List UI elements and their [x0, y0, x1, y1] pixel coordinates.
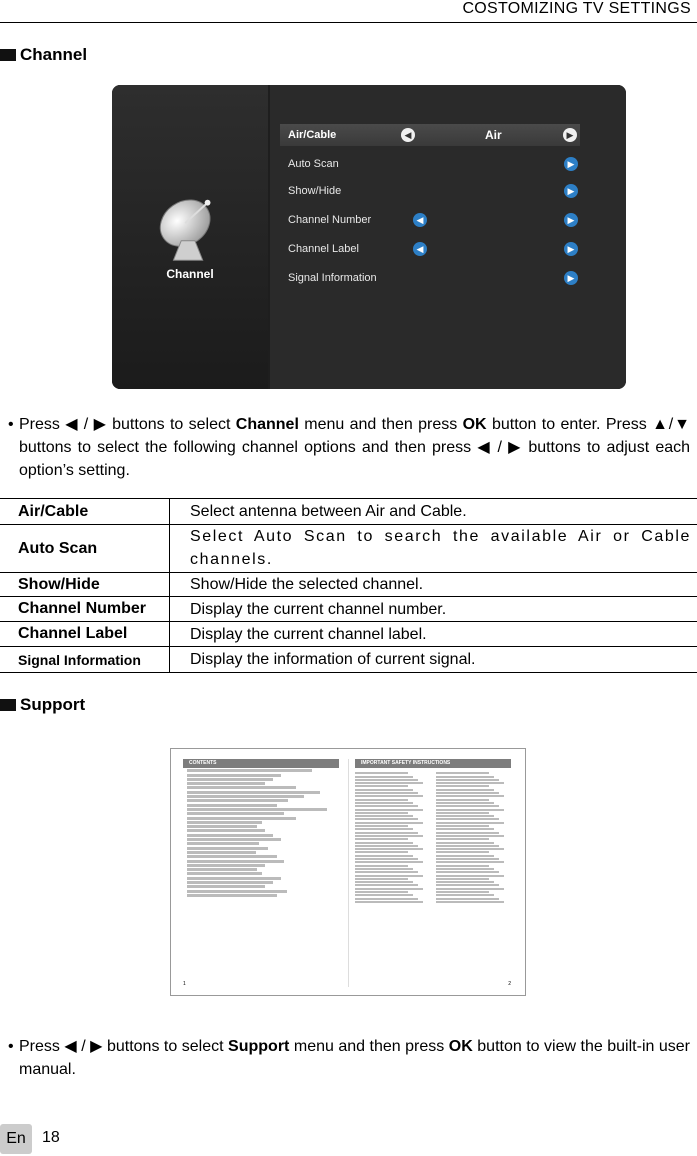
tv-menu-item-auto-scan[interactable]: [288, 153, 578, 175]
manual-text-line: [436, 776, 494, 778]
option-name: Auto Scan: [0, 525, 170, 572]
manual-text-line: [355, 815, 413, 817]
manual-text-line: [436, 799, 489, 801]
manual-text-line: [355, 818, 418, 820]
manual-text-line: [355, 802, 413, 804]
manual-text-line: [436, 832, 499, 834]
manual-text-line: [355, 795, 423, 797]
left-right-arrows-icon: ◀ / ▶: [477, 439, 523, 456]
bullet-icon: •: [8, 416, 14, 433]
manual-text-line: [436, 842, 494, 844]
manual-text-line: [355, 832, 418, 834]
manual-text-line: [355, 881, 413, 883]
manual-text-columns: [355, 771, 511, 903]
right-arrow-icon[interactable]: ▶: [564, 271, 578, 285]
manual-text-line: [436, 792, 499, 794]
right-arrow-icon[interactable]: ▶: [564, 184, 578, 198]
manual-left-header: CONTENTS: [183, 759, 339, 768]
up-down-arrows-icon: ▲/▼: [652, 416, 690, 433]
bullet-icon: •: [8, 1038, 14, 1055]
manual-text-line: [355, 884, 418, 886]
manual-text-line: [436, 871, 499, 873]
manual-text-line: [436, 825, 489, 827]
manual-text-line: [187, 855, 277, 858]
manual-text-line: [436, 845, 499, 847]
manual-text-line: [436, 884, 499, 886]
tv-menu-item-signal-information[interactable]: [288, 267, 578, 289]
manual-text-line: [187, 834, 273, 837]
manual-text-line: [187, 860, 284, 863]
manual-text-line: [436, 898, 499, 900]
manual-text-line: [187, 838, 281, 841]
manual-left-page: [183, 759, 339, 987]
manual-text-column: [436, 771, 511, 903]
manual-right-page: [355, 759, 511, 987]
tv-menu-item-label: Show/Hide: [288, 185, 342, 197]
manual-text-line: [436, 861, 504, 863]
right-arrow-icon[interactable]: ▶: [564, 157, 578, 171]
manual-text-line: [355, 772, 408, 774]
manual-text-line: [187, 799, 288, 802]
section-marker-icon: [0, 699, 16, 711]
left-right-arrows-icon: ◀ / ▶: [64, 1038, 103, 1055]
manual-text-line: [355, 842, 413, 844]
manual-text-line: [436, 888, 504, 890]
manual-text-line: [187, 778, 273, 781]
manual-text-line: [436, 815, 494, 817]
option-name: Show/Hide: [0, 573, 170, 596]
manual-text-line: [355, 792, 418, 794]
manual-text-line: [436, 795, 504, 797]
manual-text-line: [355, 868, 413, 870]
manual-text-line: [436, 785, 489, 787]
manual-text-line: [355, 865, 408, 867]
manual-text-line: [355, 861, 423, 863]
manual-text-line: [436, 779, 499, 781]
manual-text-line: [187, 829, 265, 832]
manual-text-line: [436, 901, 504, 903]
manual-text-line: [355, 835, 423, 837]
manual-left-page-number: 1: [183, 981, 186, 987]
manual-fold: [348, 759, 349, 987]
manual-text-line: [436, 858, 499, 860]
language-tab: En: [0, 1124, 32, 1154]
satellite-dish-icon: [152, 190, 230, 268]
manual-text-line: [436, 878, 489, 880]
manual-text-line: [436, 881, 494, 883]
channel-options-table: [0, 498, 697, 673]
manual-text-line: [355, 825, 408, 827]
tv-menu-item-label: Auto Scan: [288, 158, 339, 170]
channel-section-heading: [0, 45, 87, 65]
support-instruction: Press ◀ / ▶ buttons to select Support menu and then press OK button to view the built-in user manual.: [19, 1038, 691, 1078]
manual-text-line: [355, 888, 423, 890]
tv-menu-item-air-cable[interactable]: [280, 124, 580, 146]
manual-text-line: [187, 842, 259, 845]
manual-text-line: [436, 812, 489, 814]
manual-text-line: [187, 808, 327, 811]
channel-instruction: Press ◀ / ▶ buttons to select Channel menu and then press OK button to enter. Press ▲/▼ buttons to select the following channel options and then press ◀ / ▶ buttons to adjust each option’s setting.: [19, 416, 691, 479]
option-description: Select antenna between Air and Cable.: [190, 503, 467, 520]
option-name: Channel Label: [0, 622, 170, 646]
page-number: 18: [42, 1129, 60, 1146]
manual-text-line: [187, 791, 320, 794]
manual-text-line: [187, 795, 304, 798]
table-row: [0, 573, 697, 597]
manual-text-line: [355, 878, 408, 880]
manual-text-column: [355, 771, 430, 903]
manual-text-line: [355, 845, 418, 847]
manual-text-line: [187, 877, 281, 880]
tv-menu-item-label: Channel Number: [288, 214, 372, 226]
manual-text-line: [355, 851, 408, 853]
tv-menu-item-label: Signal Information: [288, 272, 377, 284]
right-arrow-icon[interactable]: ▶: [563, 128, 577, 142]
left-arrow-icon[interactable]: ◀: [413, 213, 427, 227]
manual-text-line: [187, 821, 262, 824]
manual-text-line: [187, 894, 277, 897]
manual-text-line: [355, 898, 418, 900]
tv-menu-item-label: Channel Label: [288, 243, 359, 255]
manual-text-line: [436, 848, 504, 850]
table-row: [0, 622, 697, 647]
manual-text-line: [436, 835, 504, 837]
tv-menu-category-label: Channel: [166, 267, 214, 281]
option-description: Display the current channel number.: [190, 601, 447, 618]
manual-text-line: [355, 812, 408, 814]
manual-text-line: [355, 779, 418, 781]
left-arrow-icon[interactable]: ◀: [401, 128, 415, 142]
option-description: Display the information of current signal.: [190, 651, 476, 668]
manual-text-line: [187, 890, 287, 893]
manual-text-line: [187, 825, 257, 828]
option-description: Show/Hide the selected channel.: [190, 576, 424, 593]
manual-text-line: [436, 875, 504, 877]
manual-text-line: [187, 868, 257, 871]
manual-text-line: [187, 786, 296, 789]
tv-menu-item-value: Air: [485, 128, 502, 142]
manual-text-line: [355, 838, 408, 840]
option-name: Signal Information: [0, 647, 170, 672]
manual-text-line: [436, 855, 494, 857]
manual-right-page-number: 2: [508, 981, 511, 987]
manual-text-line: [355, 828, 413, 830]
manual-text-line: [187, 851, 256, 854]
manual-text-line: [187, 812, 284, 815]
option-description: Display the current channel label.: [190, 626, 427, 643]
manual-text-line: [355, 901, 423, 903]
header-divider: [0, 22, 697, 23]
manual-text-line: [436, 789, 494, 791]
manual-text-line: [187, 804, 277, 807]
manual-text-line: [187, 847, 268, 850]
manual-text-line: [187, 885, 265, 888]
manual-text-line: [436, 802, 494, 804]
user-manual-screenshot: [170, 748, 526, 996]
manual-text-line: [355, 875, 423, 877]
table-row: [0, 597, 697, 622]
tv-channel-menu-screenshot: [112, 85, 626, 389]
manual-text-line: [355, 785, 408, 787]
manual-text-line: [436, 828, 494, 830]
manual-text-line: [355, 891, 408, 893]
manual-text-line: [355, 894, 413, 896]
manual-text-line: [355, 776, 413, 778]
manual-text-line: [355, 871, 418, 873]
table-row: [0, 647, 697, 672]
manual-text-line: [436, 891, 489, 893]
support-section-heading: [0, 695, 85, 715]
left-right-arrows-icon: ◀ / ▶: [65, 416, 107, 433]
support-heading-text: Support: [20, 695, 86, 714]
option-description: Select Auto Scan to search the available Air or Cable channels.: [190, 528, 691, 568]
manual-text-line: [187, 769, 312, 772]
tv-menu-item-channel-number[interactable]: [288, 209, 578, 231]
manual-text-line: [436, 865, 489, 867]
manual-text-line: [436, 851, 489, 853]
tv-menu-item-channel-label[interactable]: [288, 238, 578, 260]
option-name: Air/Cable: [0, 499, 170, 524]
manual-text-line: [436, 818, 499, 820]
right-arrow-icon[interactable]: ▶: [564, 242, 578, 256]
option-name: Channel Number: [0, 597, 170, 621]
manual-text-line: [187, 817, 296, 820]
manual-text-line: [436, 838, 489, 840]
channel-heading-text: Channel: [20, 45, 88, 64]
manual-text-line: [187, 864, 265, 867]
manual-text-line: [436, 772, 489, 774]
manual-text-line: [355, 799, 408, 801]
manual-text-line: [187, 774, 281, 777]
manual-text-line: [355, 855, 413, 857]
tv-menu-item-label: Air/Cable: [288, 129, 337, 141]
manual-text-line: [436, 822, 504, 824]
manual-text-line: [436, 809, 504, 811]
manual-text-line: [355, 805, 418, 807]
manual-text-line: [355, 822, 423, 824]
table-row: [0, 525, 697, 573]
manual-text-line: [355, 782, 423, 784]
manual-text-line: [187, 782, 265, 785]
manual-toc-lines: [183, 769, 339, 897]
table-row: [0, 499, 697, 525]
manual-text-line: [355, 789, 413, 791]
manual-text-line: [187, 881, 273, 884]
page-header-title: COSTOMIZING TV SETTINGS: [462, 0, 691, 17]
right-arrow-icon[interactable]: ▶: [564, 213, 578, 227]
manual-text-line: [355, 848, 423, 850]
manual-text-line: [436, 868, 494, 870]
manual-text-line: [436, 894, 494, 896]
manual-right-header: IMPORTANT SAFETY INSTRUCTIONS: [355, 759, 511, 768]
section-marker-icon: [0, 49, 16, 61]
left-arrow-icon[interactable]: ◀: [413, 242, 427, 256]
manual-text-line: [355, 858, 418, 860]
manual-text-line: [436, 805, 499, 807]
manual-text-line: [355, 809, 423, 811]
manual-text-line: [436, 782, 504, 784]
tv-menu-item-show-hide[interactable]: [288, 180, 578, 202]
manual-text-line: [187, 872, 262, 875]
